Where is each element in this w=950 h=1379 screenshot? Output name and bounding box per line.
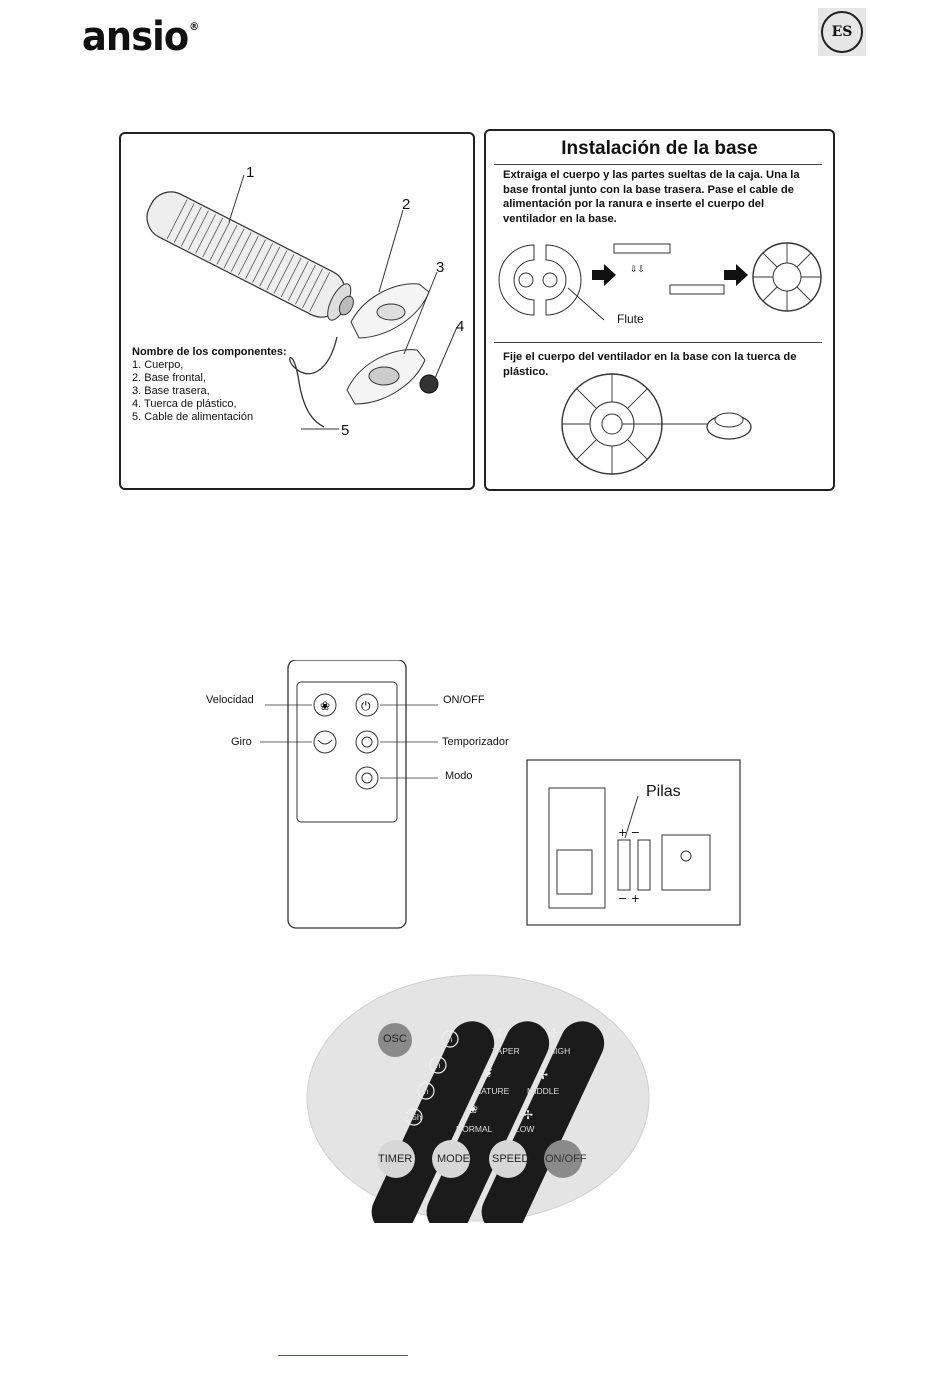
label-swing: Giro [231,736,252,748]
footer-link[interactable] [278,1355,408,1356]
part-number-4: 4 [456,318,465,335]
part-number-2: 2 [402,196,411,213]
mode-option[interactable]: TAPER [492,1046,520,1056]
speed-button[interactable]: SPEED [492,1153,530,1165]
speed-option[interactable]: LOW [515,1124,535,1134]
speed-option[interactable]: HIGH [549,1046,571,1056]
component-item: 1. Cuerpo, [132,359,184,371]
label-mode: Modo [445,770,473,782]
language-badge: ES [818,8,866,56]
part-number-5: 5 [341,422,350,439]
component-item: 5. Cable de alimentación [132,411,254,423]
svg-text:+ −: + − [618,826,640,839]
batteries-label: Pilas [646,783,681,800]
speed-option[interactable]: MIDDLE [527,1086,560,1096]
svg-text:✢: ✢ [538,1068,549,1082]
base-assembly-diagram [484,230,835,330]
svg-text:❀: ❀ [468,1102,479,1116]
svg-text:❦: ❦ [483,1066,494,1080]
installation-step-2: Fije el cuerpo del ventilador en la base con la tuerca de plástico. [503,351,797,378]
label-power: ON/OFF [443,694,485,706]
mode-button[interactable]: MODE [437,1153,470,1165]
component-item: 2. Base frontal, [132,372,206,384]
timer-option[interactable]: 4h [443,1034,453,1044]
svg-text:⇩⇩: ⇩⇩ [630,265,646,275]
part-number-3: 3 [436,259,445,276]
timer-option[interactable]: 2h [431,1060,441,1070]
svg-text:☾: ☾ [496,1026,507,1040]
label-speed: Velocidad [206,694,254,706]
svg-text:❀: ❀ [320,699,331,713]
timer-option[interactable]: 1h [419,1086,429,1096]
components-list: Nombre de los componentes: 1. Cuerpo, 2. Base frontal, 3. Base trasera, 4. Tuerca de plástico, 5. Cable de alimentación [132,346,287,423]
timer-option[interactable]: 0.5h [405,1112,422,1122]
divider [494,342,822,343]
part-number-1: 1 [246,164,255,181]
divider [494,164,822,165]
brand-logo: ansio® [82,14,199,60]
fan-parts-illustration [119,132,475,490]
component-item: 4. Tuerca de plástico, [132,398,237,410]
installation-title: Instalación de la base [561,138,758,159]
flute-label: Flute [617,312,644,326]
power-button[interactable]: ON/OFF [545,1153,587,1165]
component-item: 3. Base trasera, [132,385,210,397]
svg-text:✢: ✢ [523,1108,534,1122]
svg-text:✢: ✢ [549,1026,560,1040]
nut-fixing-diagram [484,370,835,485]
svg-text:− +: − + [618,892,640,905]
installation-step-1: Extraiga el cuerpo y las partes sueltas de la caja. Una la base frontal junto con la base trasera. Pase el cable de alimentación por la ranura e inserte el cuerpo del ventilador en la base. [503,169,800,225]
mode-option[interactable]: NATURE [475,1086,510,1096]
label-timer: Temporizador [442,736,509,748]
timer-button[interactable]: TIMER [378,1153,413,1165]
mode-option[interactable]: NORMAL [456,1124,493,1134]
svg-text:⏻: ⏻ [361,699,371,713]
osc-button[interactable]: OSC [383,1033,407,1045]
control-panel [305,973,651,1223]
